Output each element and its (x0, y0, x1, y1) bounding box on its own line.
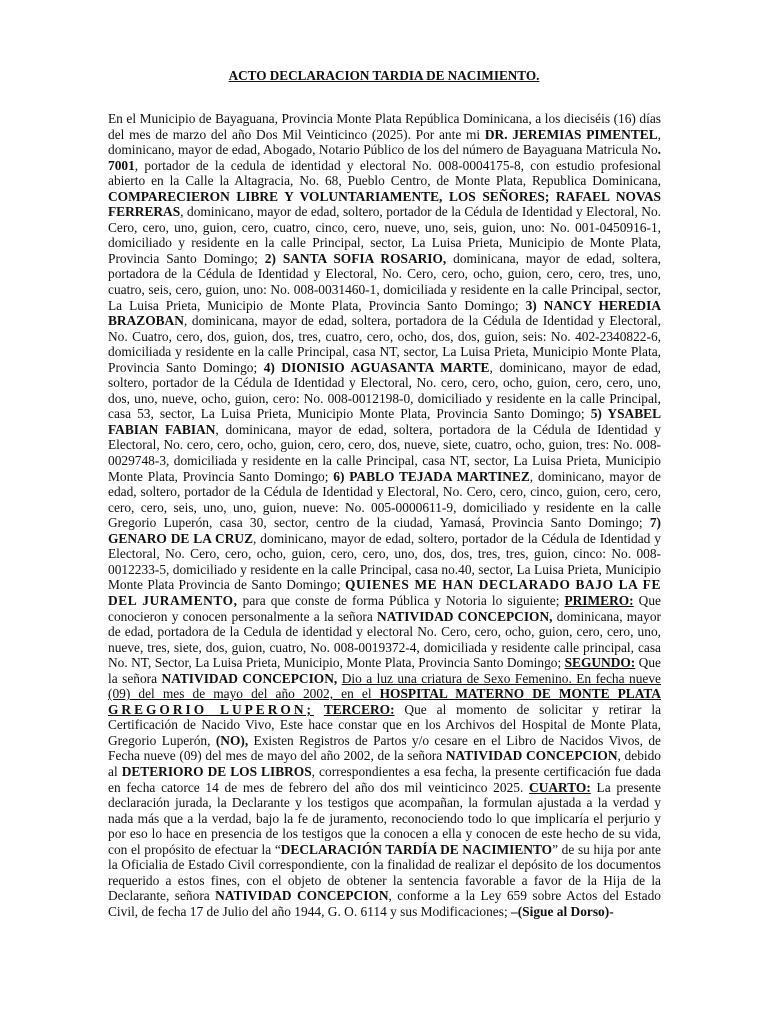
body-text-segment: Que conocieron y conocen personalmente a la señora (108, 592, 661, 624)
body-bold-segment: –(Sigue al Dorso)- (511, 903, 614, 919)
body-bold-segment: 6) PABLO TEJADA MARTINEZ (333, 468, 530, 484)
body-bold-segment: NATIVIDAD CONCEPCION (215, 888, 389, 904)
body-text-segment: para que conste de forma Pública y Notoria lo siguiente; (237, 592, 565, 608)
body-text-segment: ” de su hija por ante la Oficialia de Estado Civil correspondiente, con la finalidad de realizar el depósito de los documentos requerido a estos fines, con el objeto de obtener la sentencia favorable a favor de la Hija de la Declarante, señora (108, 841, 661, 904)
body-text-segment: , correspondientes a esa fecha, la presente certificación fue dada en fecha catorce 14 de mes de febrero del año dos mil veinticinco 2025. (108, 763, 661, 795)
body-bold-segment: (NO), (215, 732, 249, 748)
body-text-segment: , dominicana, mayor de edad, soltera, portadora de la Cédula de Identidad y Electoral, No. cero, cero, ocho, guion, cero, cero, dos, nueve, siete, cuatro, ocho, guion, tres: No. 008-0029748-3, domiciliada y residente en la calle Principal, casa NT, sector, La Luisa Prieta, Municipio Monte Plata, Provincia Santo Domingo; (108, 421, 661, 484)
body-bold-segment: GREGORIO LUPERON; (108, 701, 314, 717)
body-bold-segment: CUARTO: (529, 779, 591, 795)
body-bold-segment: TERCERO: (323, 701, 395, 717)
body-bold-segment: 2) SANTA SOFIA ROSARIO, (264, 250, 447, 266)
body-bold-segment: 5) YSABEL FABIAN FABIAN (108, 406, 661, 437)
body-bold-segment: NATIVIDAD CONCEPCION (445, 748, 618, 764)
body-bold-segment: HOSPITAL MATERNO DE MONTE PLATA (379, 686, 661, 702)
body-bold-segment: COMPARECIERON LIBRE Y VOLUNTARIAMENTE, LOS SEÑORES; RAFAEL NOVAS FERRERAS (108, 188, 661, 220)
body-bold-segment: QUIENES ME HAN DECLARADO BAJO LA FE DEL JURAMENTO, (108, 577, 661, 608)
body-text-segment: , dominicano, mayor de edad, Abogado, Notario Público de los del número de Bayaguana Matricula No (108, 126, 661, 158)
body-text-segment: dominicana, mayor de edad, portadora de la Cedula de identidad y electoral No. Cero, cero, ocho, guion, cero, cero, uno, nueve, tres, siete, dos, guion, cuatro, No. 008-0019372-4, domiciliada y residente calle principal, casa No. NT, Sector, La Luisa Prieta, Municipio, Monte Plata, Provincia Santo Domingo; (108, 608, 661, 671)
body-text-segment: Existen Registros de Partos y/o cesare en el Libro de Nacidos Vivos, de Fecha nueve (09) del mes de mayo del año 2002, de la señora (108, 732, 661, 764)
body-bold-segment: PRIMERO: (564, 592, 634, 608)
body-bold-segment: NATIVIDAD CONCEPCION, (161, 670, 338, 686)
body-text-segment: , debido al (108, 748, 662, 779)
body-text-segment: , dominicano, mayor de edad, soltero, portador de la Cédula de Identidad y Electoral, No. Cero, cero, uno, guion, cero, cuatro, cinco, cero, nueve, uno, seis, guion, uno: No. 001-0450916-1, domiciliado y residente en la calle Principal, sector, La Luisa Prieta, Municipio de Monte Plata, Provincia Santo Domingo; (108, 204, 661, 266)
body-text-segment: , dominicano, mayor de edad, soltero, portador de la Cédula de Identidad y Electoral, No. Cero, cero, cinco, guion, cero, cero, cero, cero, seis, uno, uno, guion, nueve: No. 005-0000611-9, domiciliado y residente en la calle Gregorio Luperón, casa 30, sector, centro de la ciudad, Yamasá, Provincia Santo Domingo; (108, 468, 662, 531)
body-bold-segment: 3) NANCY HEREDIA BRAZOBAN (108, 297, 661, 329)
body-bold-segment: . 7001 (108, 142, 661, 173)
body-bold-segment: DECLARACIÓN TARDÍA DE NACIMIENTO (280, 841, 553, 857)
body-text-segment: Dio a luz una criatura de Sexo Femenino. En fecha nueve (09) del mes de mayo del año 2002, en el (108, 670, 661, 702)
body-bold-segment: NATIVIDAD CONCEPCION, (377, 608, 553, 624)
body-bold-segment: 4) DIONISIO AGUASANTA MARTE (263, 359, 490, 375)
body-bold-segment: DR. JEREMIAS PIMENTEL (484, 126, 658, 142)
body-text-segment: dominicana, mayor de edad, soltera, portadora de la Cédula de Identidad y Electoral, No. Cero, cero, ocho, guion, cero, cero, tres, uno, cuatro, seis, cero, guion, uno: No. 008-0031460-1, domiciliada y residente en la calle Principal, sector, La Luisa Prieta, Municipio de Monte Plata, Provincia Santo Domingo; (108, 250, 661, 313)
body-bold-segment: DETERIORO DE LOS LIBROS (121, 763, 312, 779)
document-body (108, 111, 661, 919)
body-text-segment: , portador de la cedula de identidad y electoral No. 008-0004175-8, con estudio profesional abierto en la Calle la Altagracia, No. 68, Pueblo Centro, de Monte Plata, Republica Dominicana, (108, 157, 661, 189)
body-text-segment: , dominicana, mayor de edad, soltera, portadora de la Cédula de Identidad y Electoral, No. Cuatro, cero, dos, guion, dos, tres, cuatro, cero, ocho, dos, dos, guion, seis: No. 402-2340822-6, domiciliada y residente en la calle Principal, casa NT, sector, La Luisa Prieta, Municipio Monte Plata, Provincia Santo Domingo; (108, 313, 661, 375)
body-bold-segment: SEGUNDO: (564, 655, 636, 671)
body-bold-segment: 7) GENARO DE LA CRUZ (108, 515, 661, 546)
body-text-segment: , dominicano, mayor de edad, soltero, portador de la Cédula de Identidad y Electoral, No. Cero, cero, ocho, guion, cero, cero, uno, dos, dos, tres, tres, guion, cinco: No. 008-0012233-5, domiciliado y residente en la calle Principal, casa no.40, sector, La Luisa Prieta, Municipio Monte Plata Provincia de Santo Domingo; (108, 530, 661, 593)
body-text-segment: Que al momento de solicitar y retirar la Certificación de Nacido Vivo, Este hace constar que en los Archivos del Hospital de Monte Plata, Gregorio Luperón, (108, 701, 662, 748)
body-text-segment (314, 702, 324, 717)
body-text-segment: , dominicano, mayor de edad, soltero, portador de la Cédula de Identidad y Electoral, No. cero, cero, ocho, guion, cero, cero, uno, dos, uno, nueve, ocho, guion, cero: No. 008-0012198-0, domiciliado y residente en la calle Principal, casa 53, sector, La Luisa Prieta, Municipio Monte Plata, Provincia Santo Domingo; (108, 359, 661, 422)
body-text-segment: La presente declaración jurada, la Declarante y los testigos que acompañan, la formulan ajustada a la verdad y nada más que a la verdad, bajo la fe de juramento, reconociendo todo lo que implicaría el perjurio y por eso lo hace en presencia de los testigos que la conocen a ella y conocen de este hecho de su vida, con el propósito de efectuar la “ (108, 779, 661, 857)
body-text-segment: Que la señora (108, 655, 661, 686)
body-text-segment: , conforme a la Ley 659 sobre Actos del Estado Civil, de fecha 17 de Julio del año 1944, G. O. 6114 y sus Modificaciones; (108, 888, 661, 919)
document-title: ACTO DECLARACION TARDIA DE NACIMIENTO. (228, 68, 540, 83)
body-text-segment: En el Municipio de Bayaguana, Provincia Monte Plata República Dominicana, a los dieciséis (16) días del mes de marzo del año Dos Mil Veinticinco (2025). Por ante mi (108, 111, 661, 142)
